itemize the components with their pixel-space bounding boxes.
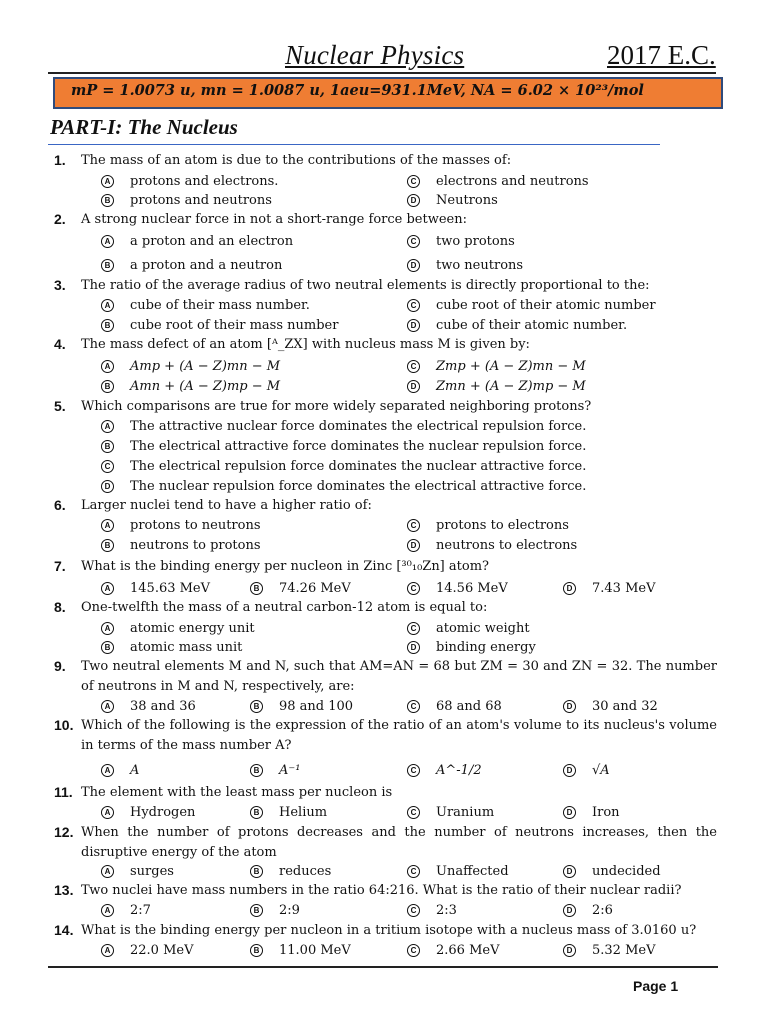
question-number: 8. [54,599,66,615]
option-letter-badge: A [101,519,114,532]
option-d[interactable] [563,803,620,821]
option-a[interactable] [101,357,280,375]
option-a[interactable] [101,901,151,919]
option-a[interactable] [101,232,293,250]
option-d[interactable] [407,256,523,274]
option-text: √A [592,762,610,778]
question-text: Two nuclei have mass numbers in the ratio 64:216. What is the ratio of their nuclear radii? [81,883,682,898]
option-text: protons and electrons. [130,173,279,189]
option-b[interactable] [101,437,586,455]
option-text: 2:7 [130,902,151,918]
option-text: 2:6 [592,902,613,918]
option-letter-badge: B [101,319,114,332]
page-number: Page 1 [633,978,679,994]
option-text: atomic energy unit [130,620,255,636]
option-c[interactable] [407,579,508,597]
option-letter-badge: A [101,865,114,878]
question-number: 14. [54,922,74,938]
option-b[interactable] [250,697,353,715]
option-text: 2:9 [279,902,300,918]
option-text: 7.43 MeV [592,580,656,596]
option-letter-badge: B [250,944,263,957]
section-title: PART-I: The Nucleus [50,115,238,139]
document-title: Nuclear Physics [285,40,465,70]
option-letter-badge: D [563,582,576,595]
option-letter-badge: A [101,764,114,777]
option-letter-badge: B [250,865,263,878]
option-letter-badge: A [101,700,114,713]
option-letter-badge: D [407,194,420,207]
question-text: When the number of protons decreases and the number of neutrons increases, then the disruptive energy of the atom [81,825,717,860]
question-text: The mass defect of an atom [ᴬ_ZX] with nucleus mass M is given by: [81,337,530,352]
option-letter-badge: A [101,806,114,819]
page-header [0,40,768,74]
option-c[interactable] [101,457,586,475]
option-d[interactable] [563,761,610,779]
option-text: Uranium [436,804,495,820]
option-d[interactable] [563,697,658,715]
option-d[interactable] [407,638,536,656]
option-a[interactable] [101,579,210,597]
option-b[interactable] [250,901,300,919]
option-a[interactable] [101,417,586,435]
section-divider [48,144,660,145]
option-a[interactable] [101,172,278,190]
option-b[interactable] [101,536,261,554]
option-text: neutrons to protons [130,537,261,553]
option-text: two neutrons [436,257,524,273]
option-letter-badge: C [407,904,420,917]
option-d[interactable] [563,941,655,959]
option-text: Hydrogen [130,804,196,820]
option-b[interactable] [101,191,272,209]
option-c[interactable] [407,172,589,190]
option-letter-badge: D [407,380,420,393]
option-c[interactable] [407,803,494,821]
option-text: A⁻¹ [279,762,301,778]
option-letter-badge: B [250,764,263,777]
option-letter-badge: C [101,460,114,473]
option-letter-badge: D [407,319,420,332]
option-b[interactable] [101,377,280,395]
question-text: The ratio of the average radius of two neutral elements is directly proportional to the: [81,278,650,293]
option-text: reduces [279,863,332,879]
question-text: What is the binding energy per nucleon in a tritium isotope with a nucleus mass of 3.0160 u? [81,923,697,938]
option-text: Iron [592,804,620,820]
option-letter-badge: A [101,175,114,188]
option-a[interactable] [101,803,195,821]
option-text: 74.26 MeV [279,580,351,596]
option-a[interactable] [101,862,174,880]
option-letter-badge: B [101,194,114,207]
option-a[interactable] [101,619,255,637]
option-text: cube of their atomic number. [436,317,628,333]
option-letter-badge: A [101,622,114,635]
option-b[interactable] [250,862,331,880]
question-number: 5. [54,398,66,414]
option-letter-badge: B [250,700,263,713]
option-text: cube root of their atomic number [436,297,656,313]
option-letter-badge: D [563,806,576,819]
option-text: A^-1/2 [436,762,482,778]
option-text: electrons and neutrons [436,173,589,189]
option-c[interactable] [407,232,515,250]
document-year: 2017 E.C. [607,40,716,70]
option-text: surges [130,863,174,879]
option-b[interactable] [101,638,242,656]
option-letter-badge: A [101,235,114,248]
option-letter-badge: C [407,700,420,713]
option-text: 2:3 [436,902,457,918]
header-divider [48,72,716,74]
question-number: 12. [54,824,74,840]
option-text: cube root of their mass number [130,317,339,333]
option-a[interactable] [101,697,196,715]
option-c[interactable] [407,761,482,779]
option-letter-badge: C [407,519,420,532]
option-letter-badge: B [250,904,263,917]
option-text: Zmp + (A − Z)mn − M [436,358,586,374]
option-letter-badge: C [407,299,420,312]
option-c[interactable] [407,941,499,959]
option-text: a proton and a neutron [130,257,283,273]
option-d[interactable] [407,316,627,334]
option-letter-badge: D [101,480,114,493]
option-text: Neutrons [436,192,498,208]
option-letter-badge: C [407,944,420,957]
question-number: 4. [54,336,66,352]
option-text: 14.56 MeV [436,580,508,596]
option-letter-badge: B [250,582,263,595]
option-text: Amp + (A − Z)mn − M [130,358,281,374]
question-text: Larger nuclei tend to have a higher ratio of: [81,498,372,513]
option-text: The electrical repulsion force dominates the nuclear attractive force. [130,458,587,474]
option-letter-badge: A [101,360,114,373]
option-text: 145.63 MeV [130,580,211,596]
option-text: binding energy [436,639,536,655]
option-text: 68 and 68 [436,698,502,714]
option-letter-badge: A [101,420,114,433]
option-letter-badge: C [407,360,420,373]
option-letter-badge: B [101,539,114,552]
option-c[interactable] [407,357,586,375]
option-letter-badge: C [407,865,420,878]
option-d[interactable] [407,377,586,395]
option-letter-badge: A [101,299,114,312]
option-letter-badge: B [101,641,114,654]
option-b[interactable] [250,803,327,821]
option-letter-badge: C [407,622,420,635]
option-text: The nuclear repulsion force dominates the electrical attractive force. [130,478,587,494]
option-text: Helium [279,804,328,820]
question-text: Which of the following is the expression of the ratio of an atom's volume to its nucleus's volume in terms of the mass number A? [81,718,717,753]
option-letter-badge: C [407,175,420,188]
option-letter-badge: B [101,259,114,272]
question-number: 10. [54,717,74,733]
option-text: two protons [436,233,515,249]
option-letter-badge: C [407,764,420,777]
question-text: A strong nuclear force in not a short-range force between: [81,212,467,227]
option-d[interactable] [407,191,498,209]
option-letter-badge: A [101,582,114,595]
option-b[interactable] [250,761,300,779]
option-text: The attractive nuclear force dominates the electrical repulsion force. [130,418,587,434]
option-text: atomic mass unit [130,639,243,655]
option-text: a proton and an electron [130,233,294,249]
question-text: What is the binding energy per nucleon in Zinc [³⁰₁₀Zn] atom? [81,559,489,574]
question-text: Which comparisons are true for more widely separated neighboring protons? [81,399,592,414]
question-number: 11. [54,784,73,800]
option-text: atomic weight [436,620,530,636]
option-d[interactable] [563,901,613,919]
option-letter-badge: A [101,904,114,917]
option-letter-badge: A [101,944,114,957]
option-letter-badge: C [407,235,420,248]
option-text: 2.66 MeV [436,942,500,958]
option-c[interactable] [407,296,656,314]
question-number: 1. [54,152,66,168]
option-letter-badge: B [101,380,114,393]
option-text: undecided [592,863,661,879]
option-letter-badge: D [407,641,420,654]
option-text: 38 and 36 [130,698,196,714]
question-text: The mass of an atom is due to the contributions of the masses of: [81,153,512,168]
question-text: One-twelfth the mass of a neutral carbon-12 atom is equal to: [81,600,488,615]
option-a[interactable] [101,516,261,534]
option-c[interactable] [407,697,502,715]
option-text: 11.00 MeV [279,942,351,958]
question-number: 3. [54,277,66,293]
footer-divider [48,966,718,968]
option-letter-badge: D [563,865,576,878]
option-a[interactable] [101,941,193,959]
question-number: 9. [54,658,66,674]
question-number: 6. [54,497,66,513]
option-d[interactable] [101,477,586,495]
option-letter-badge: B [101,440,114,453]
option-text: A [130,762,140,778]
option-a[interactable] [101,761,139,779]
option-b[interactable] [250,579,351,597]
question-number: 7. [54,558,66,574]
option-letter-badge: C [407,582,420,595]
option-text: Amn + (A − Z)mp − M [130,378,281,394]
option-text: protons to neutrons [130,517,261,533]
option-text: 5.32 MeV [592,942,656,958]
option-letter-badge: D [407,539,420,552]
option-text: Unaffected [436,863,509,879]
question-number: 13. [54,882,74,898]
option-text: protons and neutrons [130,192,272,208]
option-letter-badge: B [250,806,263,819]
constants-banner: mP = 1.0073 u, mn = 1.0087 u, 1aeu=931.1MeV, NA = 6.02 × 10²³/mol [53,77,723,109]
option-c[interactable] [407,862,509,880]
option-letter-badge: C [407,806,420,819]
option-text: Zmn + (A − Z)mp − M [436,378,586,394]
option-text: 30 and 32 [592,698,658,714]
option-letter-badge: D [563,944,576,957]
option-letter-badge: D [563,700,576,713]
option-d[interactable] [563,579,655,597]
option-a[interactable] [101,296,310,314]
option-d[interactable] [563,862,661,880]
question-text: Two neutral elements M and N, such that AM=AN = 68 but ZM = 30 and ZN = 32. The number of neutrons in M and N, respectively, are: [81,659,717,694]
option-text: The electrical attractive force dominates the nuclear repulsion force. [130,438,587,454]
option-b[interactable] [101,256,282,274]
option-letter-badge: D [563,764,576,777]
option-text: protons to electrons [436,517,569,533]
question-text: The element with the least mass per nucleon is [81,785,393,800]
option-c[interactable] [407,619,530,637]
option-c[interactable] [407,901,457,919]
option-text: neutrons to electrons [436,537,578,553]
option-d[interactable] [407,536,577,554]
option-text: 98 and 100 [279,698,354,714]
question-number: 2. [54,211,66,227]
option-text: cube of their mass number. [130,297,310,313]
option-b[interactable] [250,941,351,959]
option-letter-badge: D [563,904,576,917]
option-text: 22.0 MeV [130,942,194,958]
option-letter-badge: D [407,259,420,272]
option-c[interactable] [407,516,569,534]
option-b[interactable] [101,316,338,334]
